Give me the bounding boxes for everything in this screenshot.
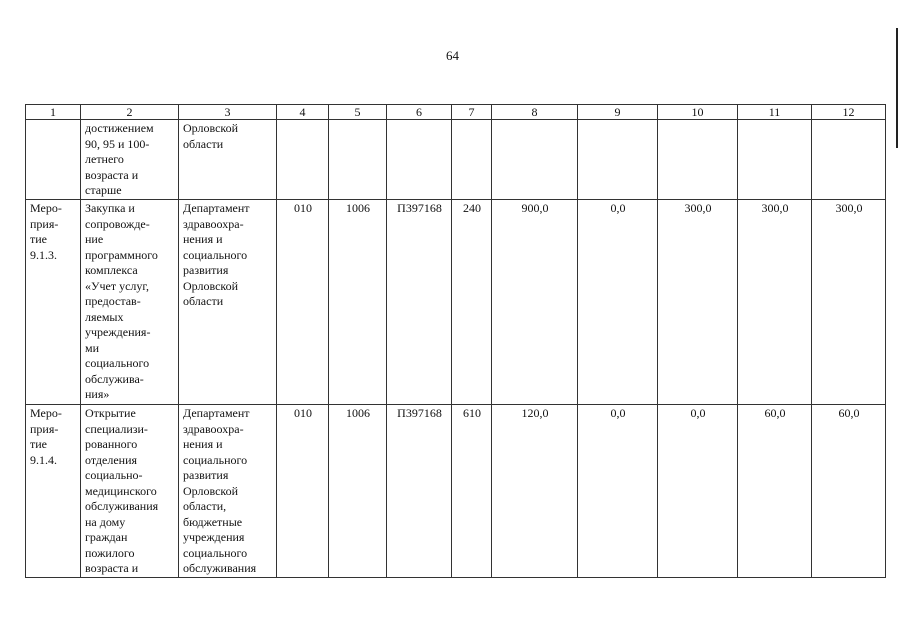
cell-line: отделения xyxy=(85,452,138,467)
cell-line: Меро- xyxy=(30,406,62,420)
table-cell-col4: 010 xyxy=(277,200,329,405)
cell-line: социального xyxy=(183,452,248,467)
table-cell-col2 xyxy=(81,200,179,405)
table-cell-col1 xyxy=(26,120,81,200)
cell-line: Меро- xyxy=(30,201,62,215)
cell-line: области, xyxy=(183,499,227,513)
cell-line: 9.1.3. xyxy=(30,247,57,262)
budget-table xyxy=(25,104,886,578)
table-cell-col2 xyxy=(81,120,179,200)
table-cell-col5: 1006 xyxy=(329,200,387,405)
table-cell-col6 xyxy=(387,120,452,200)
cell-line: области xyxy=(183,136,224,151)
table-cell-col8: 120,0 xyxy=(492,405,578,578)
cell-line: на дому xyxy=(85,514,126,529)
table-cell-col7 xyxy=(452,120,492,200)
cell-line: тие xyxy=(30,437,47,451)
table-row xyxy=(26,200,886,405)
table-cell-col11: 300,0 xyxy=(738,200,812,405)
header-cell: 9 xyxy=(578,105,658,120)
cell-line: сопровожде- xyxy=(85,216,150,231)
cell-line: здравоохра- xyxy=(183,421,244,436)
cell-line: Орловской xyxy=(183,483,239,498)
cell-line: учреждения xyxy=(183,530,245,544)
header-cell: 11 xyxy=(738,105,812,120)
cell-line: бюджетные xyxy=(183,514,243,529)
header-cell: 6 xyxy=(387,105,452,120)
table-cell-col9: 0,0 xyxy=(578,405,658,578)
cell-line: развития xyxy=(183,468,229,482)
cell-line: Орловской xyxy=(183,278,239,293)
cell-line: нения и xyxy=(183,437,223,451)
cell-line: нения и xyxy=(183,232,223,246)
cell-line: предостав- xyxy=(85,294,141,308)
table-cell-col3 xyxy=(179,120,277,200)
cell-line: тие xyxy=(30,232,47,246)
table-cell-col3 xyxy=(179,405,277,578)
table-cell-col7: 610 xyxy=(452,405,492,578)
cell-line: ляемых xyxy=(85,309,124,324)
table-cell-col6: П397168 xyxy=(387,200,452,405)
table-cell-col6: П397168 xyxy=(387,405,452,578)
cell-line: социально- xyxy=(85,468,143,482)
cell-line: обслужива- xyxy=(85,371,144,386)
cell-line: ми xyxy=(85,340,100,355)
table-row xyxy=(26,120,886,200)
header-cell: 1 xyxy=(26,105,81,120)
page-number: 64 xyxy=(446,48,459,63)
cell-line: социального xyxy=(183,247,248,262)
header-cell: 2 xyxy=(81,105,179,120)
cell-line: 90, 95 и 100- xyxy=(85,136,150,151)
table-cell-col8: 900,0 xyxy=(492,200,578,405)
table-cell-col10: 300,0 xyxy=(658,200,738,405)
header-cell: 8 xyxy=(492,105,578,120)
cell-line: развития xyxy=(183,263,229,277)
table-cell-col11: 60,0 xyxy=(738,405,812,578)
table-cell-col10: 0,0 xyxy=(658,405,738,578)
margin-rule xyxy=(896,28,898,148)
cell-line: Открытие xyxy=(85,406,136,420)
cell-line: Орловской xyxy=(183,121,239,135)
cell-line: пожилого xyxy=(85,545,135,560)
cell-line: «Учет услуг, xyxy=(85,278,149,293)
header-row xyxy=(26,105,886,120)
cell-line: летнего xyxy=(85,152,124,166)
table-cell-col10 xyxy=(658,120,738,200)
table-cell-col8 xyxy=(492,120,578,200)
cell-line: медицинского xyxy=(85,483,157,498)
cell-line: обслуживания xyxy=(183,561,257,575)
cell-line: прия- xyxy=(30,421,59,436)
cell-line: возраста и xyxy=(85,167,139,182)
header-cell: 7 xyxy=(452,105,492,120)
cell-line: Департамент xyxy=(183,201,250,215)
table-cell-col5: 1006 xyxy=(329,405,387,578)
cell-line: социального xyxy=(85,356,150,370)
cell-line: обслуживания xyxy=(85,499,159,513)
cell-line: здравоохра- xyxy=(183,216,244,231)
table-cell-col12: 60,0 xyxy=(812,405,886,578)
table-cell-col1 xyxy=(26,405,81,578)
cell-line: ние xyxy=(85,232,104,246)
cell-line: рованного xyxy=(85,437,138,451)
table-cell-col12: 300,0 xyxy=(812,200,886,405)
header-cell: 4 xyxy=(277,105,329,120)
header-cell: 3 xyxy=(179,105,277,120)
table-cell-col4 xyxy=(277,120,329,200)
header-cell: 5 xyxy=(329,105,387,120)
table-cell-col12 xyxy=(812,120,886,200)
cell-line: Департамент xyxy=(183,406,250,420)
cell-line: возраста и xyxy=(85,561,139,575)
cell-line: учреждения- xyxy=(85,325,151,339)
table-cell-col9 xyxy=(578,120,658,200)
table-cell-col3 xyxy=(179,200,277,405)
table-cell-col7: 240 xyxy=(452,200,492,405)
cell-line: специализи- xyxy=(85,421,148,436)
cell-line: комплекса xyxy=(85,263,138,277)
table-row xyxy=(26,405,886,578)
table-cell-col4: 010 xyxy=(277,405,329,578)
header-cell: 12 xyxy=(812,105,886,120)
header-cell: 10 xyxy=(658,105,738,120)
cell-line: Закупка и xyxy=(85,201,135,215)
cell-line: достижением xyxy=(85,121,154,135)
cell-line: 9.1.4. xyxy=(30,452,57,467)
cell-line: социального xyxy=(183,545,248,560)
cell-line: области xyxy=(183,294,224,308)
table-cell-col5 xyxy=(329,120,387,200)
cell-line: прия- xyxy=(30,216,59,231)
table-cell-col11 xyxy=(738,120,812,200)
table-cell-col9: 0,0 xyxy=(578,200,658,405)
table-cell-col1 xyxy=(26,200,81,405)
cell-line: программного xyxy=(85,247,158,262)
cell-line: старше xyxy=(85,183,122,197)
cell-line: граждан xyxy=(85,530,128,544)
cell-line: ния» xyxy=(85,387,110,401)
table-cell-col2 xyxy=(81,405,179,578)
